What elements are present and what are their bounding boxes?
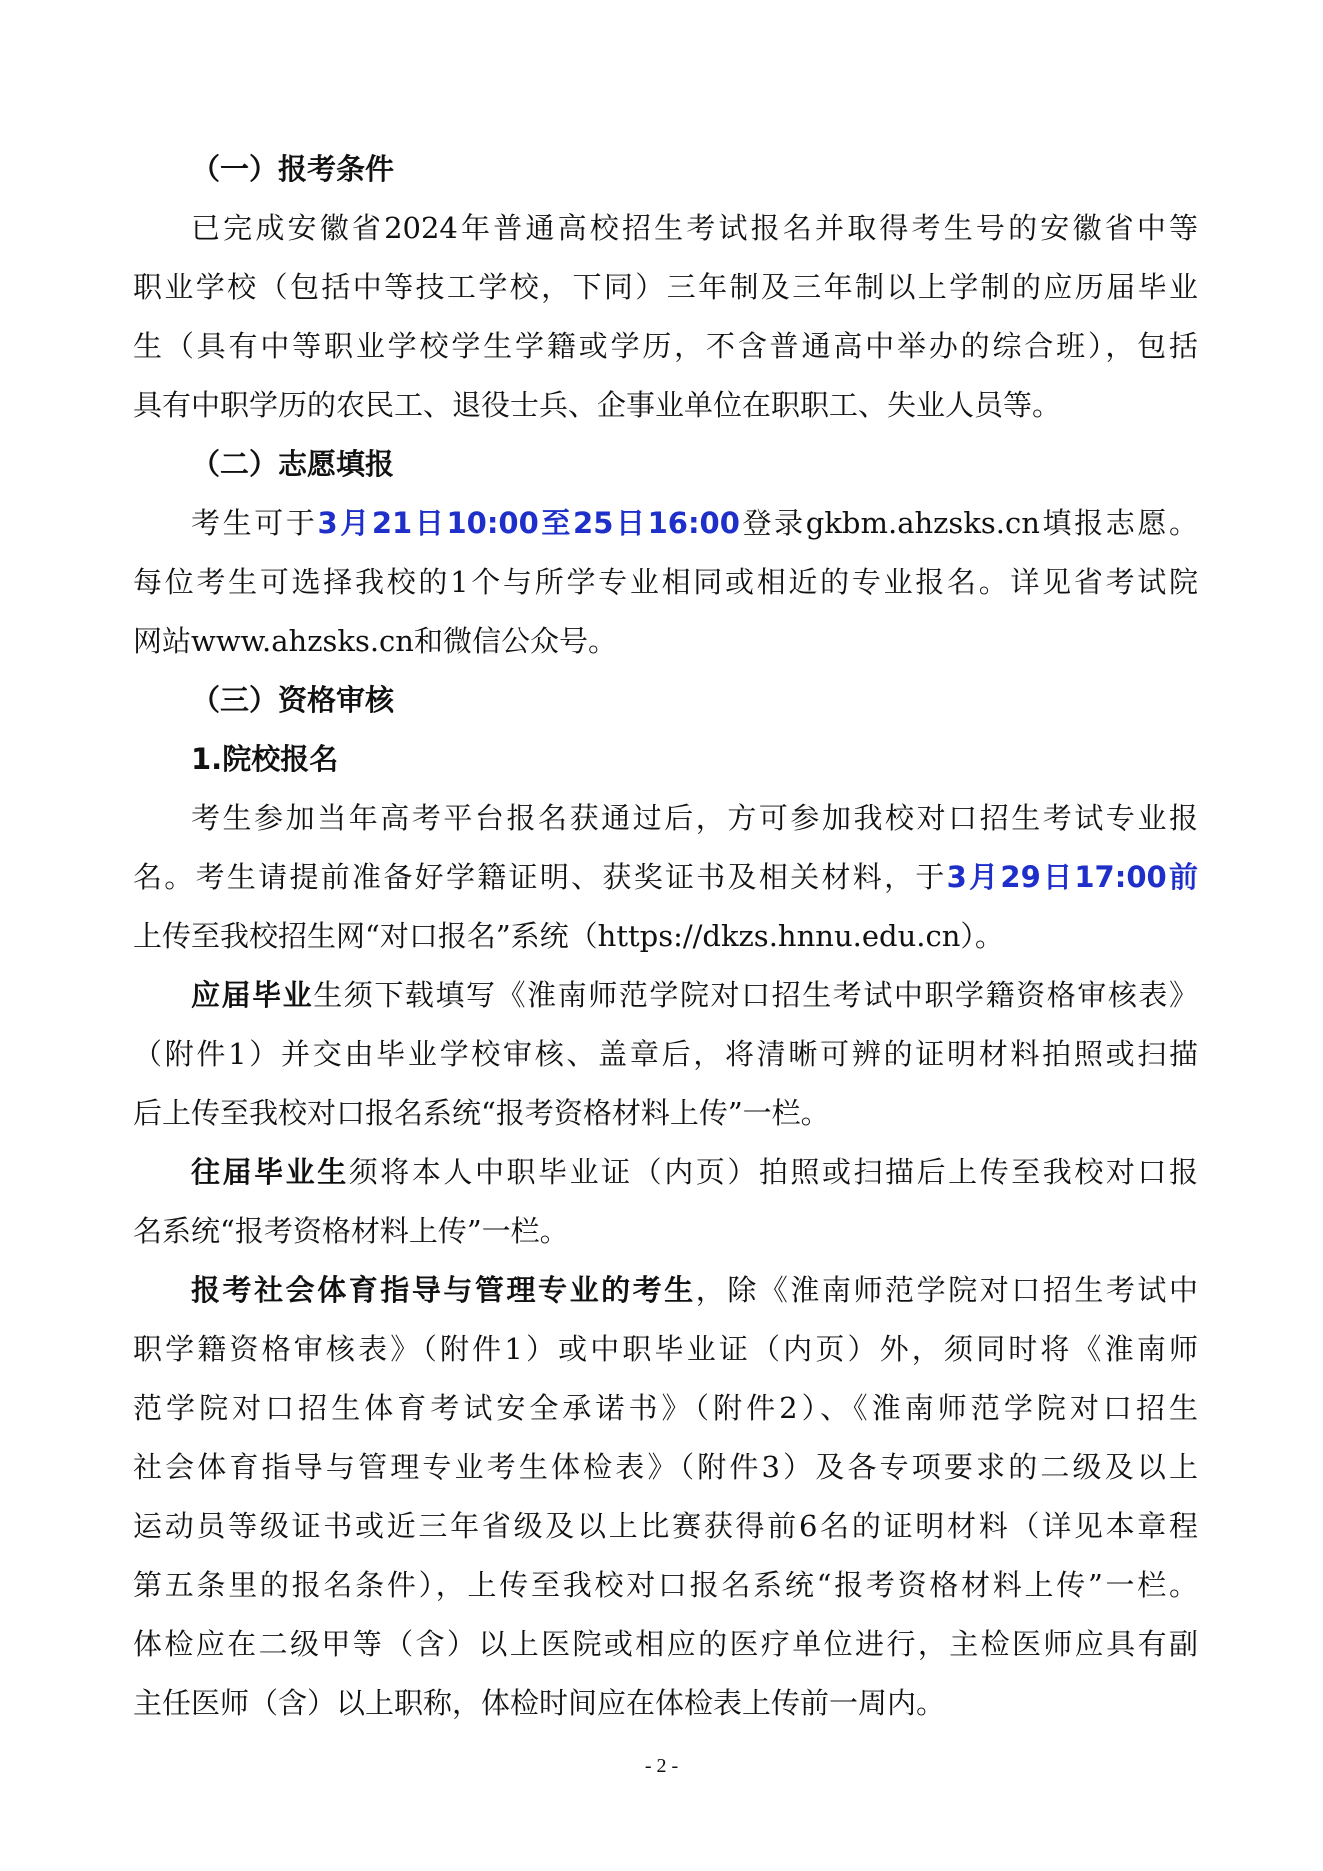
text-run: 须将本人中职毕业证（内页）拍照或扫描后上传至我校对口报: [348, 1155, 1198, 1189]
paragraph-line: [133, 1143, 1198, 1202]
paragraph-line: [133, 966, 1198, 1025]
paragraph-line: 社会体育指导与管理专业考生体检表》（附件3）及各专项要求的二级及以上: [133, 1450, 1198, 1484]
paragraph-line: 范学院对口招生体育考试安全承诺书》（附件2）、《淮南师范学院对口招生: [133, 1391, 1198, 1425]
section-heading-review: （三）资格审核: [191, 683, 395, 717]
bold-term: 往届毕业生: [191, 1155, 349, 1189]
paragraph-line: 体检应在二级甲等（含）以上医院或相应的医疗单位进行，主检医师应具有副: [133, 1627, 1198, 1661]
text-run: 名。考生请提前准备好学籍证明、获奖证书及相关材料，于: [133, 860, 947, 894]
paragraph-line: 每位考生可选择我校的1个与所学专业相同或相近的专业报名。详见省考试院: [133, 565, 1198, 599]
paragraph-line: 生（具有中等职业学校学生学籍或学历，不含普通高中举办的综合班），包括: [133, 329, 1198, 363]
paragraph-line: （附件1）并交由毕业学校审核、盖章后，将清晰可辨的证明材料拍照或扫描: [133, 1037, 1198, 1071]
bold-term: 报考社会体育指导与管理专业的考生: [191, 1273, 696, 1307]
paragraph-line: 上传至我校招生网“对口报名”系统（https://dkzs.hnnu.edu.cn）。: [133, 919, 1004, 953]
paragraph-line: 已完成安徽省2024年普通高校招生考试报名并取得考生号的安徽省中等: [191, 211, 1198, 245]
paragraph-line: 职业学校（包括中等技工学校，下同）三年制及三年制以上学制的应历届毕业: [133, 270, 1198, 304]
paragraph-line: 名系统“报考资格材料上传”一栏。: [133, 1214, 569, 1248]
paragraph-line: 第五条里的报名条件），上传至我校对口报名系统“报考资格材料上传”一栏。: [133, 1568, 1198, 1602]
paragraph-line: 后上传至我校对口报名系统“报考资格材料上传”一栏。: [133, 1096, 830, 1130]
bold-term: 应届毕业: [191, 978, 314, 1012]
paragraph-line: [133, 494, 1198, 553]
subsection-heading: 1.院校报名: [191, 742, 339, 776]
paragraph-line: 网站www.ahzsks.cn和微信公众号。: [133, 624, 617, 658]
section-heading-conditions: （一）报考条件: [191, 152, 395, 186]
text-run: 生须下载填写《淮南师范学院对口招生考试中职学籍资格审核表》: [313, 978, 1198, 1012]
paragraph-line: 主任医师（含）以上职称，体检时间应在体检表上传前一周内。: [133, 1686, 946, 1720]
highlighted-deadline: 3月29日17:00前: [946, 860, 1198, 894]
paragraph-line: 考生参加当年高考平台报名获通过后，方可参加我校对口招生考试专业报: [191, 801, 1198, 835]
paragraph-line: 具有中职学历的农民工、退役士兵、企事业单位在职职工、失业人员等。: [133, 388, 1062, 422]
paragraph-line: 运动员等级证书或近三年省级及以上比赛获得前6名的证明材料（详见本章程: [133, 1509, 1198, 1543]
text-run: ，除《淮南师范学院对口招生考试中: [695, 1273, 1198, 1307]
paragraph-line: [133, 1261, 1198, 1320]
section-heading-application: （二）志愿填报: [191, 447, 395, 481]
page-number: - 2 -: [644, 1755, 679, 1777]
paragraph-line: [133, 848, 1198, 907]
text-run: 考生可于: [191, 506, 318, 540]
document-body: [133, 140, 1198, 1733]
highlighted-date: 3月21日10:00至25日16:00: [317, 506, 740, 540]
text-run: 登录gkbm.ahzsks.cn填报志愿。: [739, 506, 1198, 540]
paragraph-line: 职学籍资格审核表》（附件1）或中职毕业证（内页）外，须同时将《淮南师: [133, 1332, 1198, 1366]
